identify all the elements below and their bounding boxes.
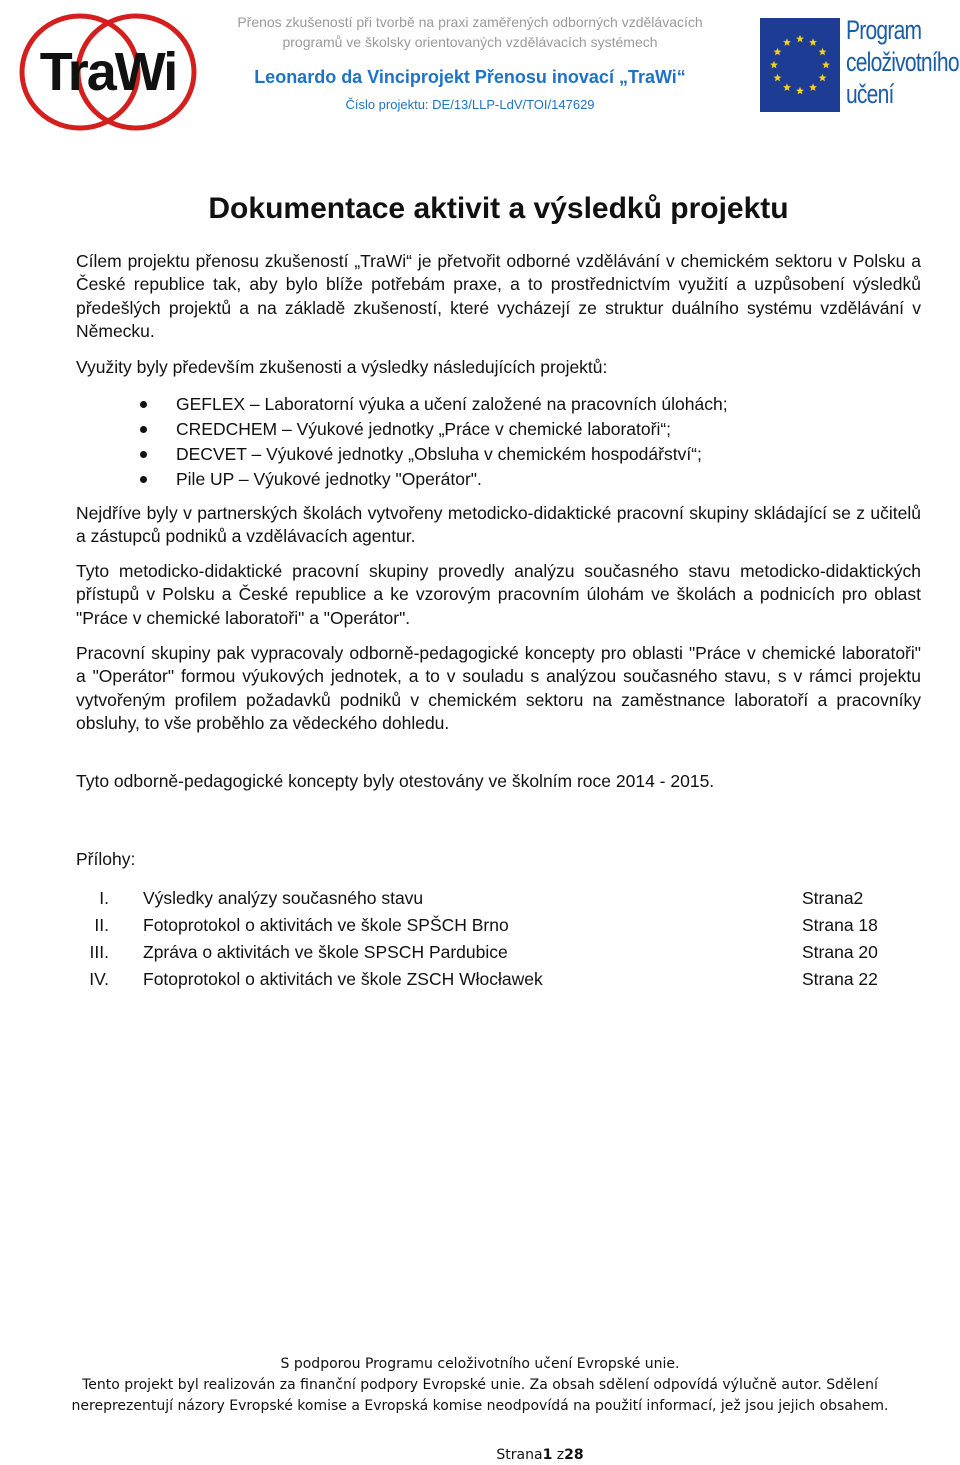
llp-logo-line: učení: [846, 79, 894, 109]
page-number: [0, 1445, 960, 1465]
llp-logo-line: Program: [846, 15, 922, 45]
paragraph-testing: Tyto odborně-pedagogické koncepty byly otestovány ve školním roce 2014 - 2015.: [76, 771, 715, 791]
annex-title: Fotoprotokol o aktivitách ve škole ZSCH Włocławek: [143, 969, 543, 989]
bullet-icon: [140, 401, 147, 408]
intro-paragraph: Cílem projektu přenosu zkušeností „TraWi“ je přetvořit odborné vzdělávání v chemickém sektoru v Polsku a České republice tak, aby bylo blíže potřebám praxe, a to prostřednictvím využití a uzpůsobení výsledků předešlých projektů a na základě zkušeností, které vycházejí ze struktur duálního systému vzdělávání v Německu.: [76, 251, 921, 342]
trawi-logo: [8, 6, 208, 132]
annex-number: I.: [99, 888, 109, 908]
paragraph-concepts: Pracovní skupiny pak vypracovaly odborně-pedagogické koncepty pro oblasti "Práce v chemické laboratoři" a "Operátor" formou výukových jednotek, a to v souladu s analýzou současného stavu, s v rámci projektu vytvořeným profilem požadavků podniků v chemickém sektoru na zaměstnance laboratoří a pracovníky obsluhy, to vše proběhlo za vědeckého dohledu.: [76, 643, 921, 734]
trawi-logo-text: TraWi: [39, 42, 177, 102]
header-subtitle-line1: Přenos zkušeností při tvorbě na praxi zaměřených odborných vzdělávacích: [237, 14, 703, 30]
page-total: 28: [564, 1447, 584, 1463]
project-text: DECVET – Výukové jednotky „Obsluha v chemickém hospodářství“;: [176, 444, 702, 464]
annex-page: Strana2: [802, 888, 864, 908]
eu-flag-logo: [760, 18, 840, 112]
annex-page: Strana 20: [802, 942, 878, 962]
list-item: [136, 392, 836, 417]
annex-title: Výsledky analýzy současného stavu: [143, 888, 424, 908]
annex-row: [76, 885, 921, 912]
annex-row: [76, 966, 921, 993]
header-subtitle-line2: programů ve školsky orientovaných vzdělávacích systémech: [282, 34, 658, 50]
llp-program-logo: [846, 14, 959, 118]
header-text: [200, 12, 740, 114]
list-item: [136, 417, 836, 442]
annex-title: Zpráva o aktivitách ve škole SPSCH Pardubice: [143, 942, 508, 962]
paragraph-working-groups: Nejdříve byly v partnerských školách vytvořeny metodicko-didaktické pracovní skupiny skládající se z učitelů a zástupců podniků a vzdělávacích agentur.: [76, 503, 921, 547]
annex-list: [76, 885, 921, 993]
project-text: Pile UP – Výukové jednotky "Operátor".: [176, 469, 482, 489]
bullet-icon: [140, 451, 147, 458]
footer-disclaimer: Tento projekt byl realizován za finanční podpory Evropské unie. Za obsah sdělení odpovídá výlučně autor. Sdělení nereprezentují názory Evropské komise a Evropská komise neodpovídá na použití informací, jež jsou jejich obsahem.: [71, 1377, 889, 1414]
paragraph-analysis: Tyto metodicko-didaktické pracovní skupiny provedly analýzu současného stavu metodicko-didaktických přístupů v Polsku a České republice a ke vzorovým pracovním úlohám ve školách a podnicích pro oblast "Práce v chemické laboratoři" a "Operátor".: [76, 561, 921, 628]
header-project-number: Číslo projektu: DE/13/LLP-LdV/TOI/147629: [345, 97, 595, 112]
footer-support-line: S podporou Programu celoživotního učení Evropské unie.: [280, 1356, 680, 1372]
page-prefix: Strana: [496, 1447, 543, 1463]
list-item: [136, 467, 836, 492]
header-project-title: Leonardo da Vinciprojekt Přenosu inovací „TraWi“: [254, 67, 686, 87]
footer: [60, 1354, 900, 1417]
annex-page: Strana 22: [802, 969, 878, 989]
document-title: Dokumentace aktivit a výsledků projektu: [208, 192, 789, 225]
annex-page: Strana 18: [802, 915, 878, 935]
bullet-icon: [140, 426, 147, 433]
annex-number: IV.: [89, 969, 109, 989]
annex-row: [76, 912, 921, 939]
annex-number: III.: [89, 942, 109, 962]
projects-list: [136, 392, 836, 492]
annex-row: [76, 939, 921, 966]
annex-heading: Přílohy:: [76, 849, 136, 869]
bullet-icon: [140, 476, 147, 483]
annex-number: II.: [94, 915, 109, 935]
llp-logo-line: celoživotního: [846, 47, 959, 77]
annex-title: Fotoprotokol o aktivitách ve škole SPŠCH Brno: [143, 915, 509, 935]
page-separator: z: [552, 1447, 565, 1463]
project-text: GEFLEX – Laboratorní výuka a učení založené na pracovních úlohách;: [176, 394, 728, 414]
used-projects-intro: Využity byly především zkušenosti a výsledky následujících projektů:: [76, 357, 608, 377]
list-item: [136, 442, 836, 467]
page-current: 1: [542, 1447, 553, 1463]
project-text: CREDCHEM – Výukové jednotky „Práce v chemické laboratoři“;: [176, 419, 672, 439]
